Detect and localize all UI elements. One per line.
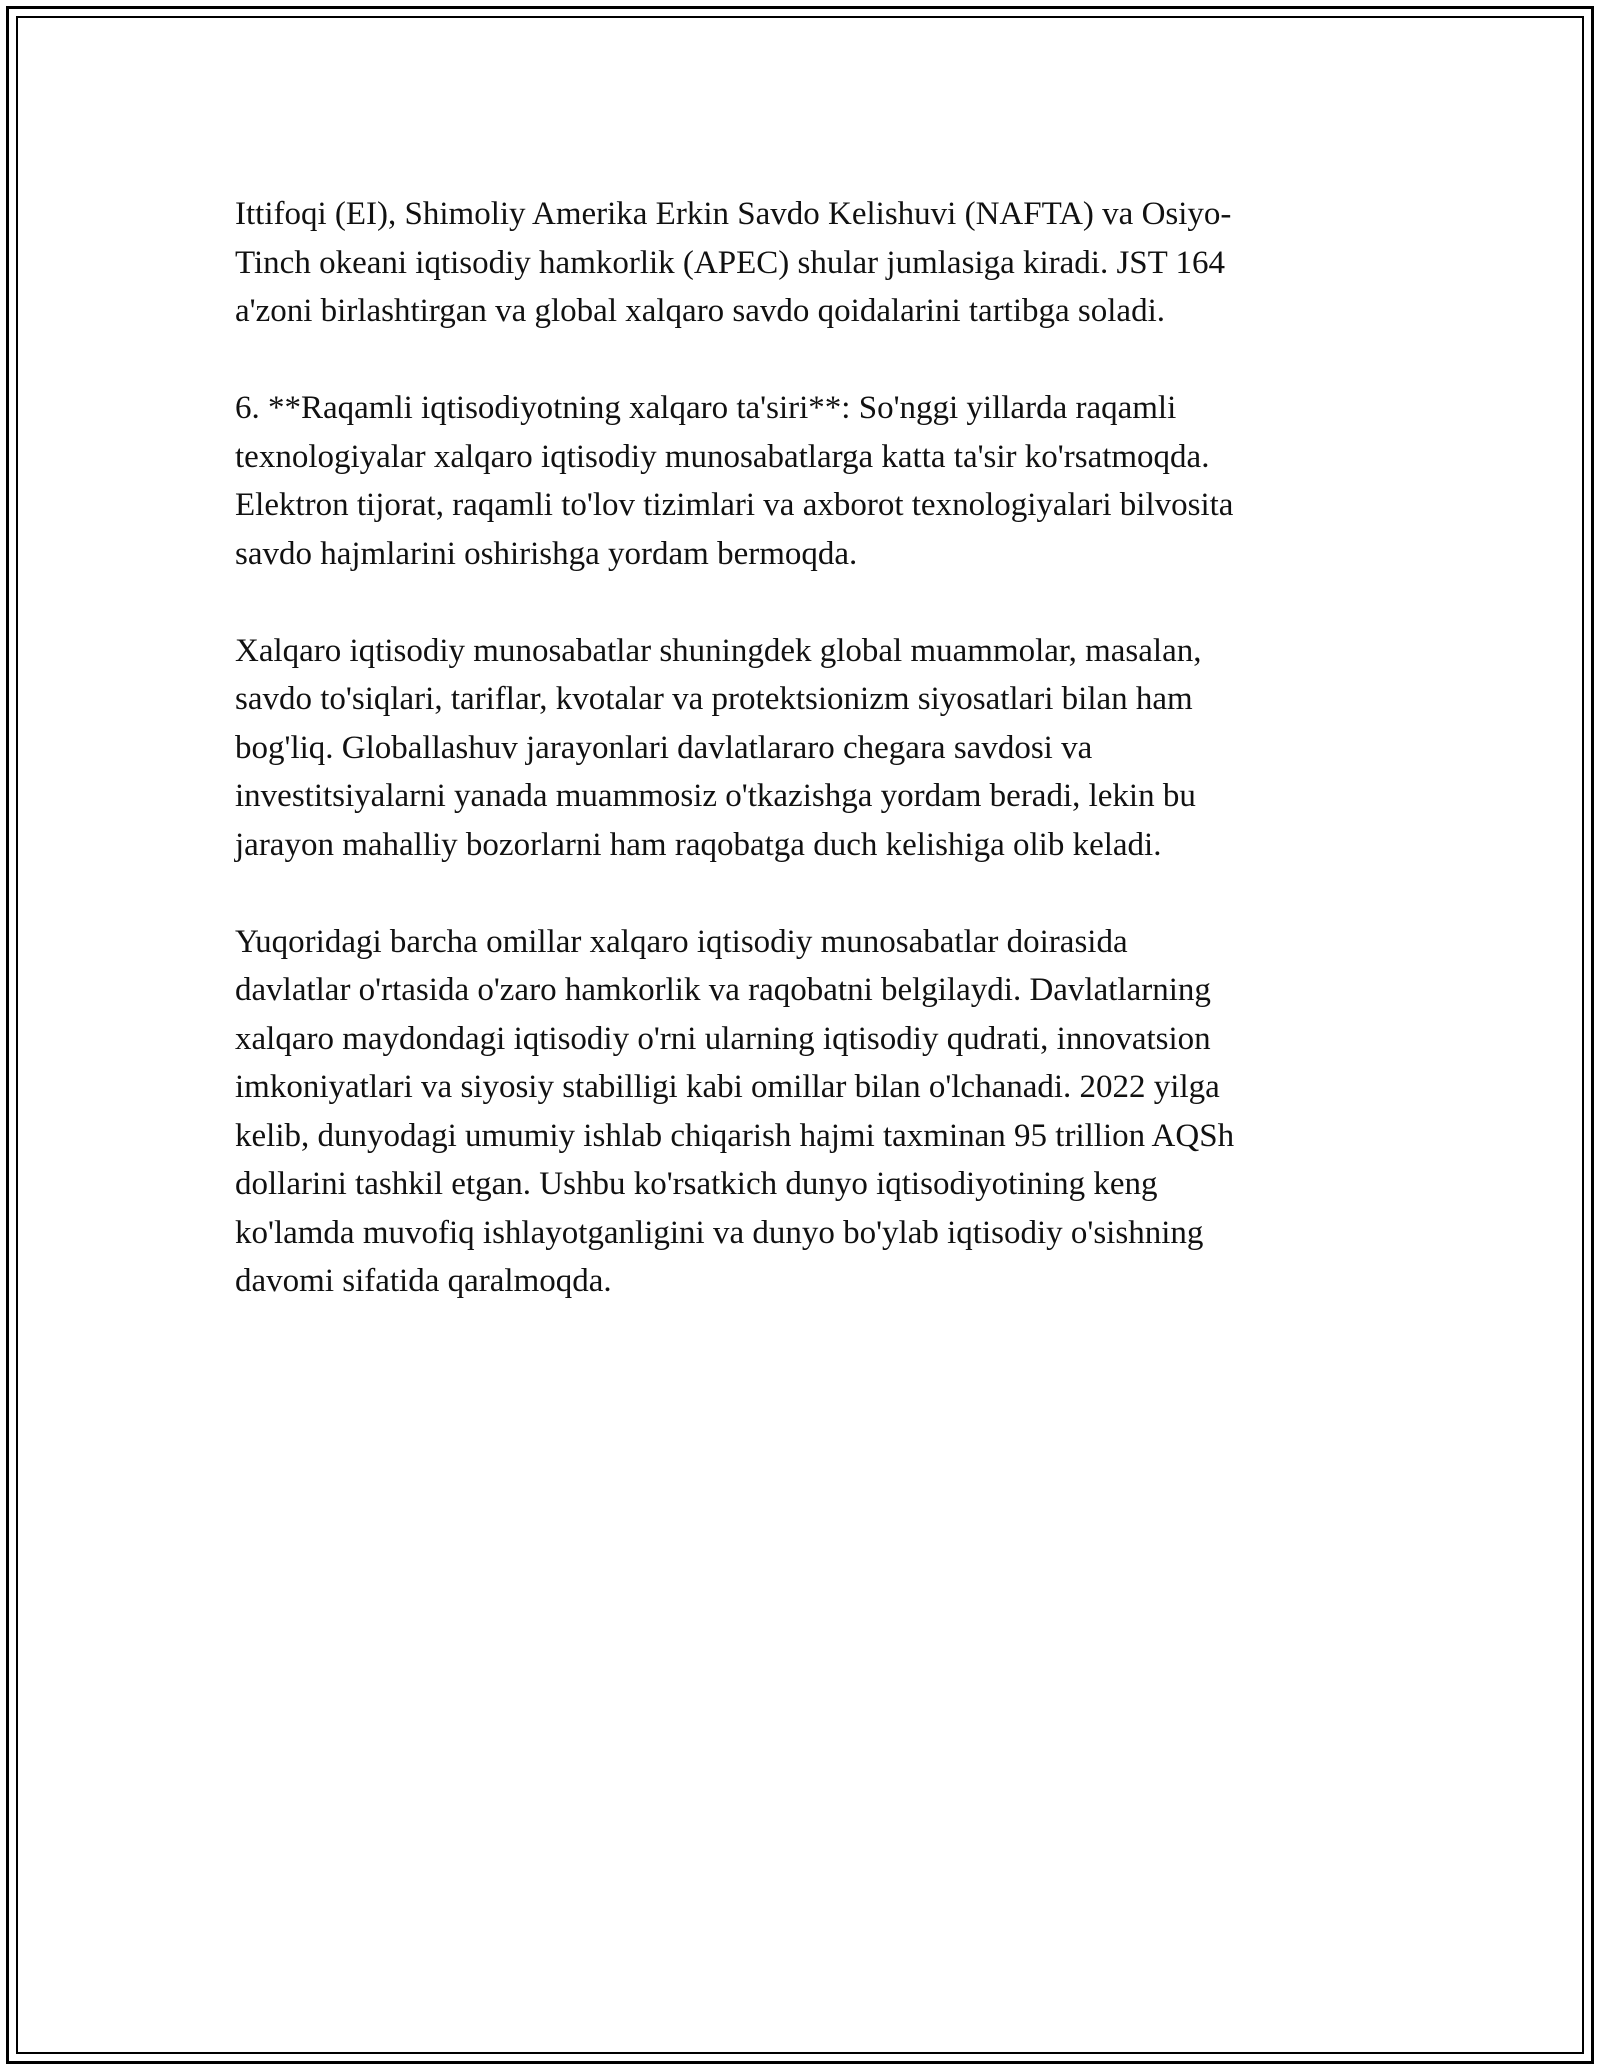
text-line: investitsiyalarni yanada muammosiz o'tkazishga yordam beradi, lekin bu — [235, 778, 1196, 814]
text-line: xalqaro maydondagi iqtisodiy o'rni ularning iqtisodiy qudrati, innovatsion — [235, 1020, 1211, 1057]
paragraph-digital-economy — [235, 384, 1355, 578]
text-line: Xalqaro iqtisodiy munosabatlar shuningdek global muammolar, masalan, — [235, 632, 1202, 669]
paragraph-trade-agreements — [235, 190, 1355, 336]
text-line: Yuqoridagi barcha omillar xalqaro iqtisodiy munosabatlar doirasida — [235, 923, 1128, 960]
text-line: ko'lamda muvofiq ishlayotganligini va dunyo bo'ylab iqtisodiy o'sishning — [235, 1214, 1204, 1251]
text-line: kelib, dunyodagi umumiy ishlab chiqarish hajmi taxminan 95 trillion AQSh — [235, 1117, 1235, 1154]
text-line: savdo hajmlarini oshirishga yordam bermoqda. — [235, 535, 858, 572]
paragraph-conclusion — [235, 918, 1355, 1306]
text-line: Tinch okeani iqtisodiy hamkorlik (APEC) shular jumlasiga kiradi. JST 164 — [235, 244, 1225, 281]
text-line: dollarini tashkil etgan. Ushbu ko'rsatkich dunyo iqtisodiyotining keng — [235, 1166, 1158, 1202]
paragraph-global-problems — [235, 627, 1355, 870]
text-line: davlatlar o'rtasida o'zaro hamkorlik va raqobatni belgilaydi. Davlatlarning — [235, 972, 1211, 1008]
text-line: Ittifoqi (EI), Shimoliy Amerika Erkin Savdo Kelishuvi (NAFTA) va Osiyo- — [235, 196, 1232, 232]
text-line: imkoniyatlari va siyosiy stabilligi kabi omillar bilan o'lchanadi. 2022 yilga — [235, 1069, 1220, 1105]
text-line: a'zoni birlashtirgan va global xalqaro savdo qoidalarini tartibga soladi. — [235, 293, 1165, 329]
document-body — [235, 190, 1355, 1354]
text-line: davomi sifatida qaralmoqda. — [235, 1263, 612, 1299]
text-line: 6. **Raqamli iqtisodiyotning xalqaro ta'siri**: So'nggi yillarda raqamli — [235, 390, 1177, 426]
text-line: bog'liq. Globallashuv jarayonlari davlatlararo chegara savdosi va — [235, 729, 1093, 766]
text-line: jarayon mahalliy bozorlarni ham raqobatga duch kelishiga olib keladi. — [235, 826, 1162, 863]
text-line: savdo to'siqlari, tariflar, kvotalar va protektsionizm siyosatlari bilan ham — [235, 681, 1193, 717]
text-line: texnologiyalar xalqaro iqtisodiy munosabatlarga katta ta'sir ko'rsatmoqda. — [235, 438, 1210, 475]
text-line: Elektron tijorat, raqamli to'lov tizimlari va axborot texnologiyalari bilvosita — [235, 487, 1234, 523]
